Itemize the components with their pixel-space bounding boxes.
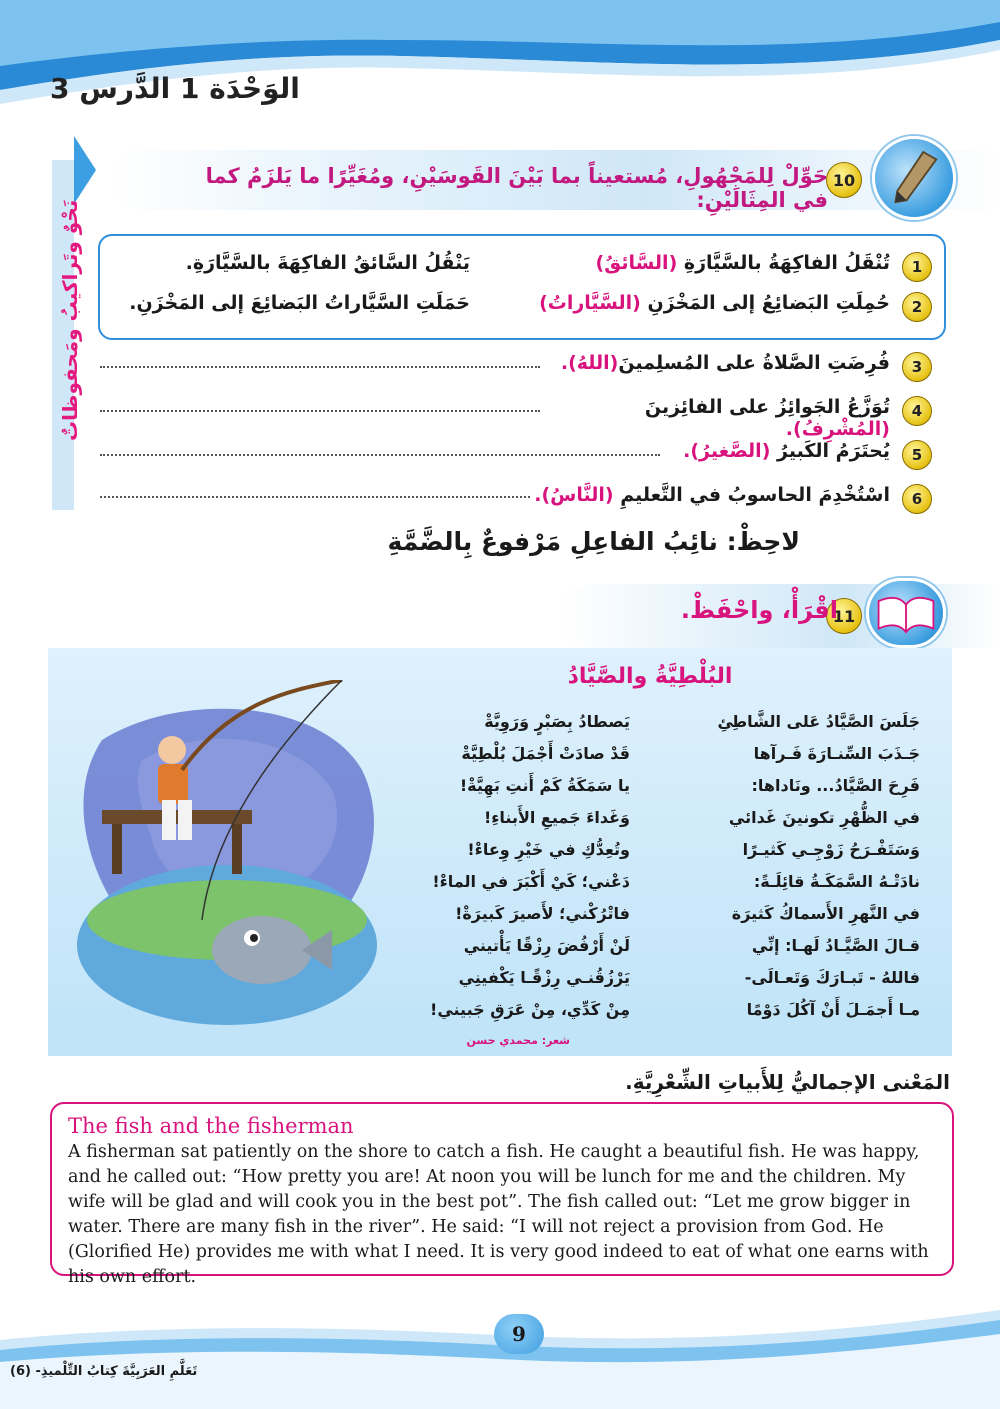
examples-box	[98, 234, 946, 340]
poem-line: يَرْزُقُنـي رِزْقًـا يَكْفينِي	[458, 968, 630, 987]
example-answer: حَمَلَتِ السَّيَّاراتُ البَضائِعَ إلى المَخْزَنِ.	[129, 292, 470, 314]
side-category-label: نَحْوٌ وتَراكيبُ ومَحفوظاتٌ	[58, 199, 82, 441]
poem-line: نادَتْـهُ السَّمَكَـةُ قائِلَـةً:	[753, 872, 920, 891]
answer-line[interactable]	[100, 454, 660, 456]
poem-line: وَسَتَفْـرَحُ زَوْجِـي كَثيـرًا	[742, 840, 920, 859]
poem-line: قَدْ صادَتْ أَجْمَلَ بُلْطِيَّةْ	[461, 744, 630, 763]
item-number-badge: 6	[902, 484, 932, 514]
poem-line: وتُعِدُّكِ في خَيْرِ وِعاءْ!	[467, 840, 630, 859]
answer-line[interactable]	[100, 366, 540, 368]
answer-line[interactable]	[100, 410, 540, 412]
exercise-item: فُرِضَتِ الصَّلاةُ على المُسلِمينَ(اللهُ).	[560, 352, 890, 374]
exercise-title: اقْرَأْ، واحْفَظْ.	[680, 596, 838, 624]
poem-line: فاللهُ - تَبـارَكَ وَتَعـالَى-	[744, 968, 920, 987]
poem-line: يا سَمَكَةُ كَمْ أَنتِ بَهِيَّةْ!	[459, 776, 630, 795]
poem-line: لَنْ أَرْفُضَ رِزْقًا يَأْتيني	[463, 936, 630, 955]
exercise-item: يُحتَرَمُ الكَبيرُ (الصَّغيرُ).	[683, 440, 890, 462]
book-footer: تَعَلَّمِ العَرَبِيَّةَ كِتابُ التِّلْميذِ- (6)	[10, 1364, 198, 1379]
exercise-number-badge: 10	[826, 162, 862, 198]
poem-line: دَعْني؛ كَيْ أَكْبَرَ في الماءْ!	[432, 872, 630, 891]
exercise-item: تُوَزَّعُ الجَوائِزُ على الفائِزينَ (المُشْرِفُ).	[644, 396, 890, 440]
pencil-icon	[872, 136, 956, 220]
example-question: حُمِلَتِ البَضائِعُ إلى المَخْزَنِ (السَّيَّاراتُ)	[539, 292, 890, 314]
poem-line: في الظُّهْرِ تكونينَ غَدائي	[728, 808, 920, 827]
poem-line: قـالَ الصَّيَّـادُ لَهـا: إنِّي	[751, 936, 920, 955]
poet-credit: شعر: محمدي حسن	[466, 1034, 570, 1047]
example-question: تُنْقَلُ الفاكِهَةُ بالسَّيَّارَةِ (السَّائقُ)	[595, 252, 890, 274]
poem-line: جَـذَبَ السِّنـارَةَ فَـرآها	[753, 744, 920, 763]
page-number: 9	[494, 1314, 544, 1354]
translation-box	[50, 1102, 954, 1287]
poem-line: فاتْرُكْني؛ لأَصيرَ كَبيرَةْ!	[455, 904, 630, 923]
item-number-badge: 3	[902, 352, 932, 382]
fisherman-illustration	[62, 680, 402, 1050]
poem-line: فَرِحَ الصَّيَّادُ... ونَاداها:	[751, 776, 920, 795]
bottom-decoration	[0, 1300, 1000, 1409]
item-number-badge: 2	[902, 292, 932, 322]
exercise-instruction: حَوِّلْ لِلمَجْهُولِ، مُستعيناً بما بَيْنَ القَوسَيْنِ، ومُغَيِّرًا ما يَلزَمُ كما في المِثَالَيْنِ:	[205, 164, 828, 212]
poem-line: مـا أَجمَـلَ أَنْ آكُلَ دَوْمًا	[746, 1000, 920, 1019]
grammar-note: لاحِظْ: نائِبُ الفاعِلِ مَرْفوعٌ بِالضَّمَّةِ	[387, 527, 800, 556]
poem-line: يَصطادُ بِصَبْرٍ وَرَوِيَّةْ	[484, 712, 630, 731]
meaning-label: المَعْنى الإجماليُّ لِلأَبياتِ الشِّعْرِيَّةِ.	[625, 1070, 950, 1094]
book-icon	[866, 578, 946, 648]
answer-line[interactable]	[100, 496, 530, 498]
lesson-heading: الوَحْدَة 1 الدَّرس 3	[50, 72, 300, 105]
poem-title: البُلْطِيَّةُ والصَّيَّادُ	[567, 664, 733, 689]
item-number-badge: 4	[902, 396, 932, 426]
poem-line: وَغَداءَ جَميعِ الأَبناءِ!	[483, 808, 630, 827]
translation-body: A fisherman sat patiently on the shore to catch a fish. He caught a beautiful fish. He was happy, and he called out: “How pretty you are! At noon you will be lunch for me and the children. My wife will be glad and will cook you in the best pot”. The fish called out: “Let me grow bigger in water. There are many fish in the river”. He said: “I will not reject a provision from God. He (Glorified He) provides me with what I need. It is very good indeed to eat of what one earns with his own effort.	[68, 1142, 929, 1287]
item-number-badge: 5	[902, 440, 932, 470]
exercise-number-badge: 11	[826, 598, 862, 634]
exercise-item: اسْتُخْدِمَ الحاسوبُ في التَّعليمِ (النَّاسُ).	[534, 484, 890, 506]
example-answer: يَنْقُلُ السَّائقُ الفاكِهَةَ بالسَّيَّارَةِ.	[185, 252, 470, 274]
poem-line: جَلَسَ الصَّيَّادُ عَلى الشَّاطِئِ	[717, 712, 920, 731]
translation-title: The fish and the fisherman	[68, 1114, 354, 1138]
poem-line: مِنْ كَدِّي، مِنْ عَرَقِ جَبيني!	[430, 1000, 630, 1019]
poem-line: في النَّهرِ الأَسماكُ كَثيرَة	[731, 904, 920, 923]
item-number-badge: 1	[902, 252, 932, 282]
